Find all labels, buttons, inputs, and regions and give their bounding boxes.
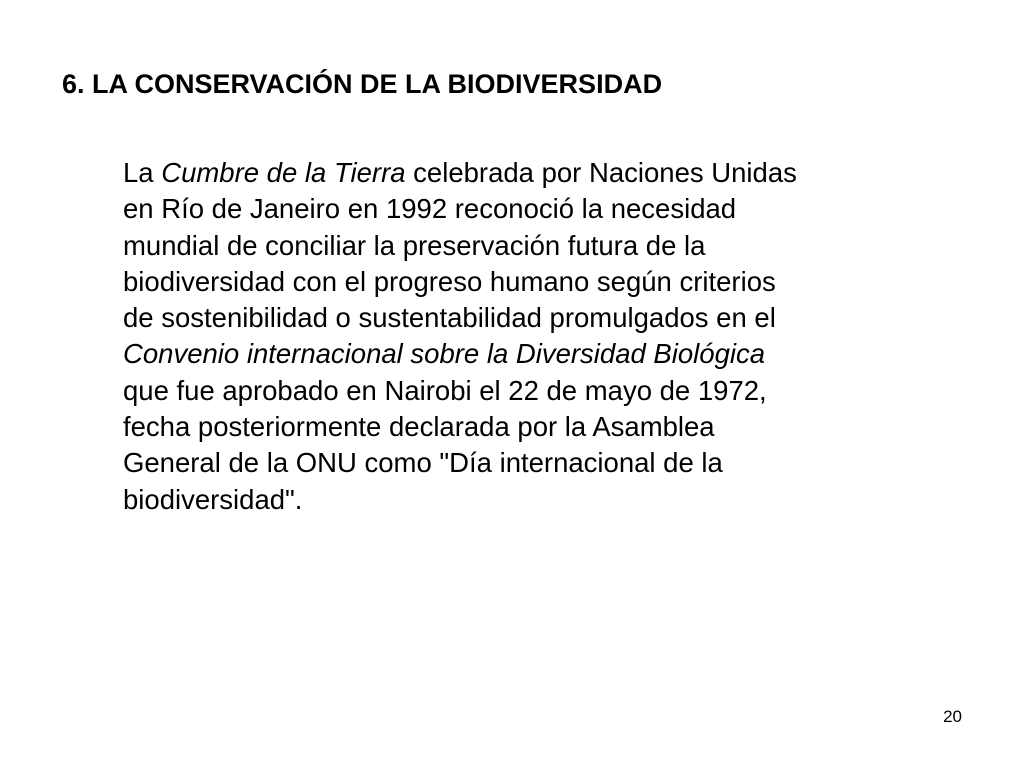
body-line: mundial de conciliar la preservación futura de la: [123, 229, 706, 261]
italic-term-convenio: Convenio internacional sobre la Diversidad Biológica: [123, 338, 766, 370]
slide-body-paragraph: [123, 155, 983, 518]
body-line: [123, 155, 983, 191]
slide-title: 6. LA CONSERVACIÓN DE LA BIODIVERSIDAD: [62, 69, 663, 99]
italic-term-cumbre: Cumbre de la Tierra: [161, 157, 406, 188]
body-line: que fue aprobado en Nairobi el 22 de mayo de 1972,: [123, 374, 767, 406]
body-line: General de la ONU como "Día internacional de la: [123, 447, 723, 479]
body-line: de sostenibilidad o sustentabilidad promulgados en el: [123, 302, 776, 334]
body-line: fecha posteriormente declarada por la Asamblea: [123, 411, 715, 443]
body-line: [123, 336, 983, 372]
body-line: biodiversidad".: [123, 483, 303, 515]
body-line: en Río de Janeiro en 1992 reconoció la necesidad: [123, 193, 737, 225]
body-text: celebrada por Naciones Unidas: [405, 157, 797, 188]
page-number: 20: [943, 707, 962, 726]
body-line: biodiversidad con el progreso humano según criterios: [123, 265, 776, 297]
body-text: La: [123, 157, 162, 188]
